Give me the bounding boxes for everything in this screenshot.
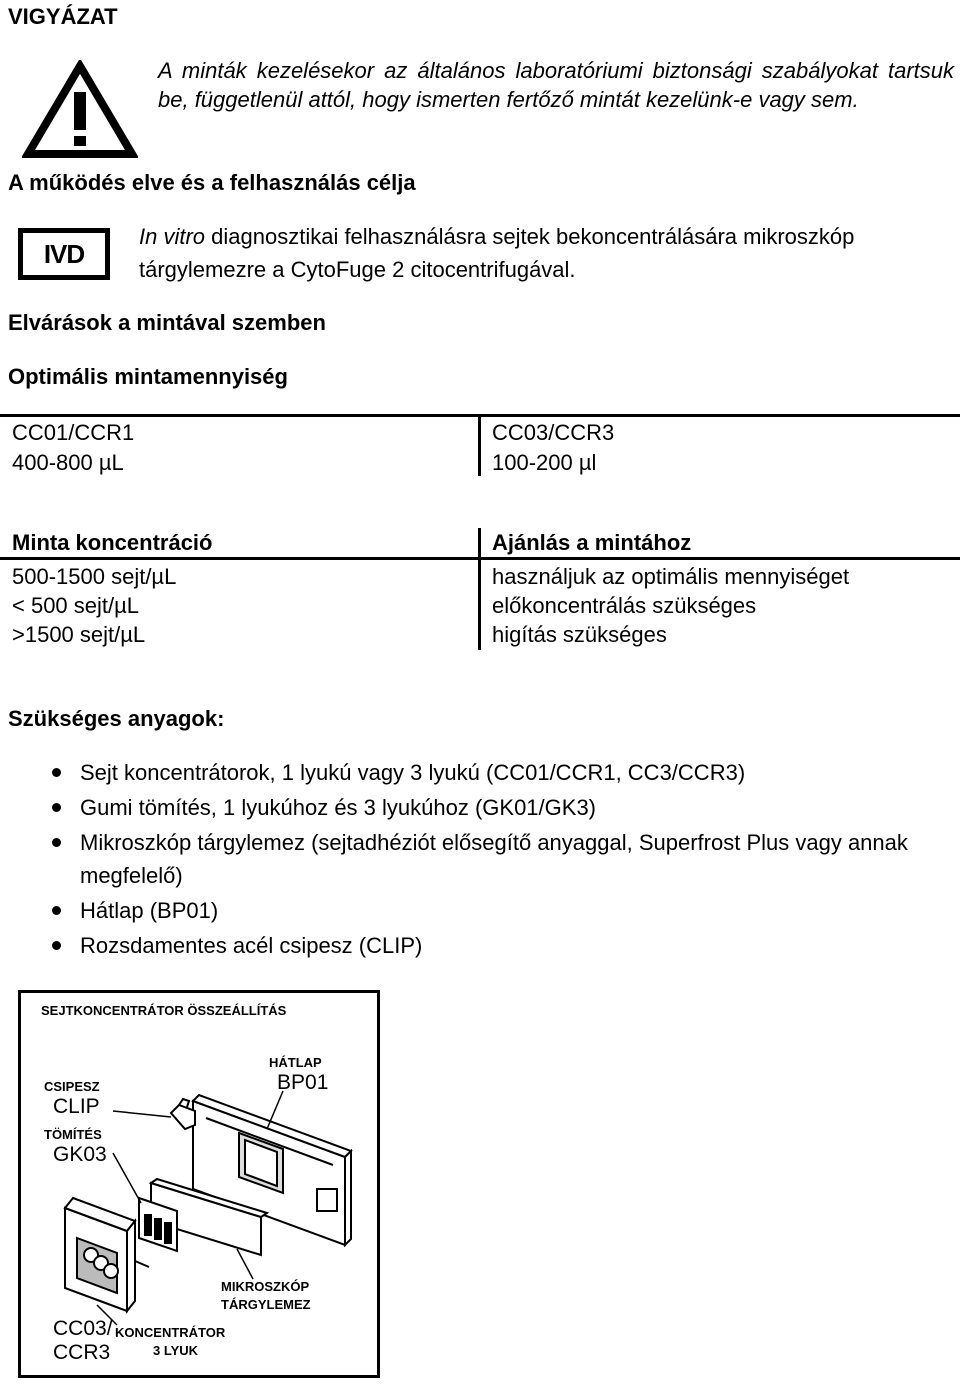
- slide-label-2: TÁRGYLEMEZ: [221, 1297, 311, 1312]
- materials-item: Mikroszkóp tárgylemez (sejtadhéziót elősegítő anyaggal, Superfrost Plus vagy annak megfelelő): [8, 826, 958, 892]
- slide-label-1: MIKROSZKÓP: [221, 1279, 310, 1294]
- backplate-label: HÁTLAP: [269, 1055, 322, 1070]
- warning-title: VIGYÁZAT: [8, 4, 118, 29]
- warning-triangle-icon: [22, 60, 138, 160]
- volume-right-model: CC03/CCR3: [492, 420, 615, 445]
- optimal-volume-title: Optimális mintamennyiség: [8, 364, 288, 389]
- concentrator-shape: [65, 1198, 149, 1311]
- purpose-title: A működés elve és a felhasználás célja: [8, 170, 416, 195]
- conc-header: Minta koncentráció: [12, 530, 213, 555]
- backplate-code: BP01: [277, 1071, 329, 1094]
- recommendation-column: [492, 562, 849, 649]
- concentrator-label-2: 3 LYUK: [153, 1343, 199, 1358]
- conc-column: [12, 562, 176, 649]
- gasket-code: GK03: [53, 1143, 107, 1166]
- materials-item: Gumi tömítés, 1 lyukúhoz és 3 lyukúhoz (GK01/GK3): [8, 791, 958, 824]
- purpose-text-italic: In vitro: [139, 224, 206, 249]
- clip-shape: [171, 1099, 195, 1129]
- diagram-title: SEJTKONCENTRÁTOR ÖSSZEÁLLÍTÁS: [41, 1003, 287, 1018]
- volume-left-amount: 400-800 µL: [12, 450, 124, 475]
- conc-table-divider: [478, 528, 481, 650]
- materials-item: Hátlap (BP01): [8, 894, 958, 927]
- volume-right-amount: 100-200 µl: [492, 450, 597, 475]
- rec-row-1: használjuk az optimális mennyiséget: [492, 564, 850, 589]
- concentrator-code-1: CC03/: [53, 1317, 113, 1340]
- clip-label: CSIPESZ: [44, 1079, 100, 1094]
- conc-row-3: >1500 sejt/µL: [12, 622, 146, 647]
- conc-row-2: < 500 sejt/µL: [12, 593, 140, 618]
- clip-code: CLIP: [53, 1095, 100, 1118]
- materials-title: Szükséges anyagok:: [8, 706, 225, 731]
- ivd-label: IVD: [43, 238, 85, 269]
- gasket-label: TÖMÍTÉS: [44, 1127, 102, 1142]
- assembly-diagram: [18, 990, 380, 1378]
- conc-table-header-rule: [0, 557, 960, 560]
- expectations-title: Elvárások a mintával szemben: [8, 310, 326, 335]
- materials-list: [8, 756, 958, 964]
- volume-table-divider: [478, 414, 481, 476]
- concentrator-code-2: CCR3: [53, 1341, 111, 1364]
- volume-left-model: CC01/CCR1: [12, 420, 135, 445]
- conc-row-1: 500-1500 sejt/µL: [12, 564, 177, 589]
- concentrator-label-1: KONCENTRÁTOR: [115, 1325, 226, 1340]
- materials-item: Sejt koncentrátorok, 1 lyukú vagy 3 lyukú (CC01/CCR1, CC3/CCR3): [8, 756, 958, 789]
- warning-text: A minták kezelésekor az általános laboratóriumi biztonsági szabályokat tartsuk be, függetlenül attól, hogy ismerten fertőző mintát kezelünk-e vagy sem.: [158, 58, 954, 112]
- materials-item: Rozsdamentes acél csipesz (CLIP): [8, 929, 958, 962]
- rec-row-3: higítás szükséges: [492, 622, 667, 647]
- ivd-icon: [18, 228, 110, 280]
- purpose-text: [139, 220, 957, 286]
- recommendation-header: Ajánlás a mintához: [492, 530, 692, 555]
- purpose-text-rest: diagnosztikai felhasználásra sejtek bekoncentrálására mikroszkóp tárgylemezre a CytoFuge 2 citocentrifugával.: [139, 224, 855, 282]
- rec-row-2: előkoncentrálás szükséges: [492, 593, 757, 618]
